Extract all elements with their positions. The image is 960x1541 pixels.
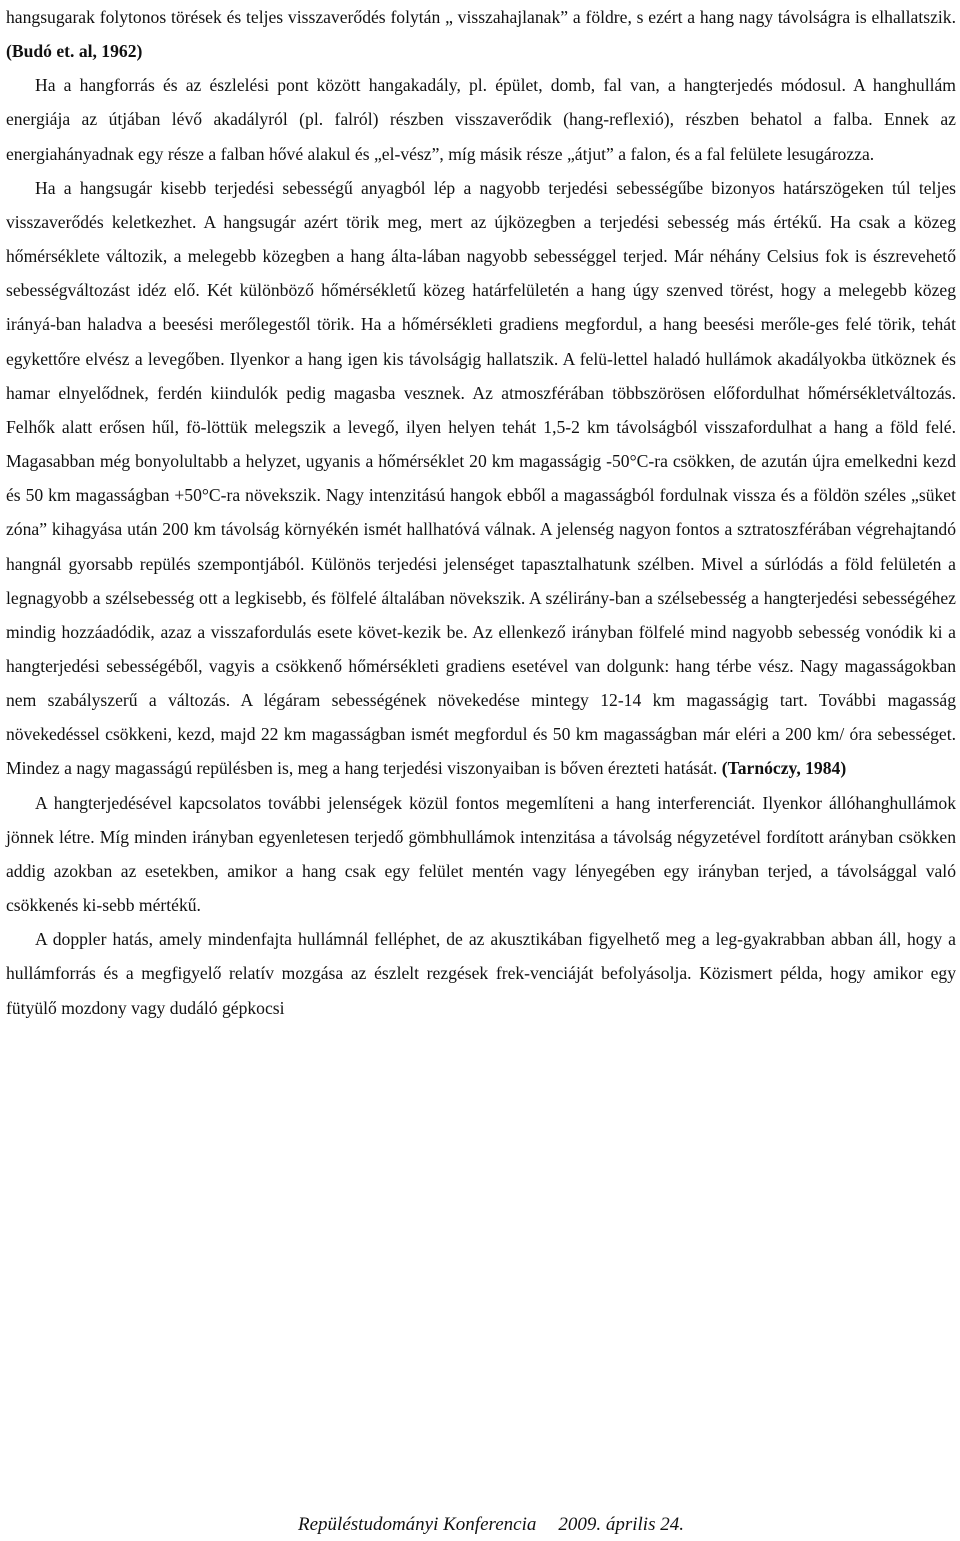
- footer-date: 2009. április 24.: [558, 1514, 684, 1535]
- paragraph-text: A doppler hatás, amely mindenfajta hullámnál felléphet, de az akusztikában figyelhető meg a leg-gyakrabban abban áll, hogy a hullámforrás és a megfigyelő relatív mozgása az észlelt rezgések frek-venciáját befolyásolja. Közismert példa, hogy amikor egy fütyülő mozdony vagy dudáló gépkocsi: [6, 929, 956, 1018]
- paragraph-p4: [6, 786, 956, 923]
- citation: (Budó et. al, 1962): [6, 41, 143, 62]
- footer-conference: Repüléstudományi Konferencia: [298, 1514, 537, 1535]
- paragraph-p2: [6, 68, 956, 170]
- paragraph-text: A hangterjedésével kapcsolatos további jelenségek közül fontos megemlíteni a hang interferenciát. Ilyenkor állóhanghullámok jönnek létre. Míg minden irányban egyenletesen terjedő gömbhullámok intenzitása a távolság négyzetével fordított arányban csökken addig azokban az esetekben, amikor a hang csak egy felület mentén vagy lényegében egy irányban terjed, a távolsággal való csökkenés ki-sebb mértékű.: [6, 792, 956, 916]
- paragraph-p1: [6, 0, 956, 68]
- body-text: [6, 0, 956, 1025]
- paragraph-text: Ha a hangsugár kisebb terjedési sebességű anyagból lép a nagyobb terjedési sebességűbe bizonyos határszögeken túl teljes visszaverődés keletkezhet. A hangsugár azért törik meg, mert az újközegben a terjedési sebesség más értékű. Ha csak a közeg hőmérséklete változik, a melegebb közegben a hang álta-lában nagyobb sebességgel terjed. Már néhány Celsius fok is észrevehető sebességváltozást idéz elő. Két különböző hőmérsékletű közeg határfelületén a hang úgy szenved törést, hogy a melegebb közeg irányá-ban haladva a beesési merőlegestől törik. Ha a hőmérsékleti gradiens megfordul, a hang beesési merőle-ges felé törik, tehát egykettőre elvész a levegőben. Ilyenkor a hang igen kis távolságig hallatszik. A felü-lettel haladó hullámok akadályokba ütköznek és hamar elnyelődnek, ferdén kiindulók pedig magasba vesznek. Az atmoszférában többszörösen előfordulhat hőmérsékletváltozás. Felhők alatt erősen hűl, fö-löttük melegszik a levegő, ilyen helyen tehát 1,5-2 km távolságból visszafordulhat a hang a föld felé. Magasabban még bonyolultabb a helyzet, ugyanis a hőmérséklet 20 km magasságig -50°C-ra csökken, de azután újra emelkedni kezd és 50 km magasságban +50°C-ra növekszik. Nagy intenzitású hangok ebből a magasságból fordulnak vissza és a földön széles „süket zóna” kihagyása után 200 km távolság környékén ismét hallhatóvá válnak. A jelenség nagyon fontos a sztratoszférában végrehajtandó hangnál gyorsabb repülés szempontjából. Különös terjedési jelenséget tapasztalhatunk szélben. Mivel a súrlódás a föld felületén a legnagyobb a szélsebesség ott a legkisebb, és fölfelé általában növekszik. A szélirány-ban a szélsebesség a hangterjedési sebességéhez mindig hozzáadódik, azaz a visszafordulás esete követ-kezik be. Az ellenkező irányban fölfelé mind nagyobb sebesség vonódik ki a hangterjedési sebességéből, vagyis a csökkenő hőmérsékleti gradiens esetével van dolgunk: hang térbe vész. Nagy magasságokban nem szabályszerű a változás. A légáram sebességének növekedése mintegy 12-14 km magasságig tart. További magasság növekedéssel csökkeni, kezd, majd 22 km magasságban ismét megfordul és 50 km magasságban már eléri a 200 km/ óra sebességet. Mindez a nagy magasságú repülésben is, meg a hang terjedési viszonyaiban is bőven érezteti hatását.: [6, 177, 956, 779]
- citation: (Tarnóczy, 1984): [721, 758, 847, 779]
- paragraph-p5: [6, 922, 956, 1024]
- page-footer: [0, 1513, 960, 1537]
- paragraph-text: Ha a hangforrás és az észlelési pont között hangakadály, pl. épület, domb, fal van, a hangterjedés módosul. A hanghullám energiája az útjában lévő akadályról (pl. falról) részben visszaverődik (hang-reflexió), részben behatol a falba. Ennek az energiahányadnak egy része a falban hővé alakul és „el-vész”, míg másik része „átjut” a falon, és a fal felülete lesugározza.: [6, 75, 956, 164]
- paragraph-p3: [6, 171, 956, 786]
- paragraph-text: hangsugarak folytonos törések és teljes visszaverődés folytán „ visszahajlanak” a földre, s ezért a hang nagy távolságra is elhallatszik.: [6, 7, 956, 27]
